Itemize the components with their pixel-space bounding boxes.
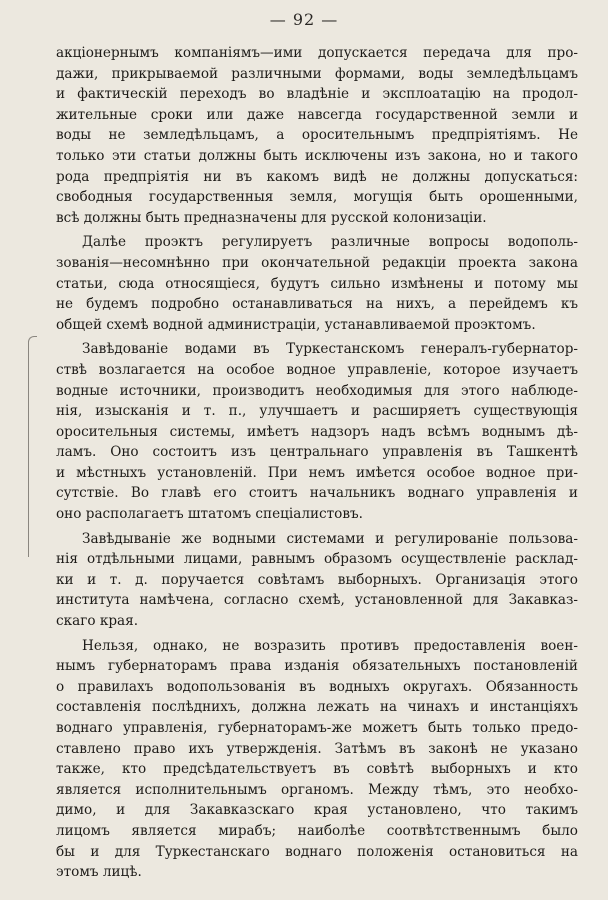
text-line: ламъ. Оно состоитъ изъ центральнаго управленія въ Ташкентѣ bbox=[56, 444, 578, 461]
text-line: водные источники, производитъ необходимыя для этого наблюде- bbox=[56, 382, 578, 399]
text-line: дажи, прикрываемой различными формами, воды земледѣльцамъ bbox=[56, 65, 578, 82]
paragraph bbox=[56, 43, 578, 228]
text-line: оно располагаетъ штатомъ спеціалистовъ. bbox=[56, 506, 363, 523]
text-line: о правилахъ водопользованія въ водныхъ округахъ. Обязанность bbox=[56, 678, 578, 695]
text-line: нія, изысканія и т. п., улучшаетъ и расширяетъ существующія bbox=[56, 403, 578, 420]
text-line: лицомъ является мирабъ; наиболѣе соотвѣтственнымъ было bbox=[56, 822, 578, 839]
text-line: Завѣдованіе водами въ Туркестанскомъ генералъ-губернатор- bbox=[82, 341, 578, 358]
paragraph bbox=[56, 339, 578, 524]
text-line: и фактическій переходъ во владѣніе и эксплоатацію на продол- bbox=[56, 86, 578, 103]
paragraph bbox=[56, 529, 578, 632]
margin-pencil-mark bbox=[28, 336, 37, 557]
text-line: ки и т. д. поручается совѣтамъ выборныхъ. Организація этого bbox=[56, 571, 578, 588]
text-line: воды не земледѣльцамъ, а оросительнымъ предпріятіямъ. Не bbox=[56, 127, 578, 144]
text-line: бы и для Туркестанскаго воднаго положенія остановиться на bbox=[56, 843, 578, 860]
text-line: института намѣчена, согласно схемѣ, установленной для Закавказ- bbox=[56, 592, 578, 609]
text-line: воднаго управленія, губернаторамъ-же можетъ быть только предо- bbox=[56, 720, 578, 736]
paragraph bbox=[56, 636, 578, 883]
text-line: зованія—несомнѣнно при окончательной редакціи проекта закона bbox=[56, 254, 578, 271]
text-line: скаго края. bbox=[56, 613, 139, 630]
body-text bbox=[56, 43, 578, 883]
text-line: нія отдѣльными лицами, равнымъ образомъ осуществленіе расклад- bbox=[56, 551, 578, 568]
text-line: Завѣдываніе же водными системами и регулированіе пользова- bbox=[82, 530, 578, 547]
text-line: этомъ лицѣ. bbox=[56, 864, 142, 881]
text-line: акціонернымъ компаніямъ—ими допускается передача для про- bbox=[56, 45, 578, 61]
page-number: — 92 — bbox=[269, 10, 339, 29]
text-line: Нельзя, однако, не возразить противъ предоставленія воен- bbox=[82, 637, 578, 654]
text-line: и мѣстныхъ установленій. При немъ имѣется особое водное при- bbox=[56, 464, 578, 481]
text-line: также, кто предсѣдательствуетъ въ совѣтѣ выборныхъ и кто bbox=[56, 761, 578, 778]
paragraph bbox=[56, 232, 578, 335]
text-line: всѣ должны быть предназначены для русской колонизаціи. bbox=[56, 209, 487, 226]
text-line: жительные сроки или даже навсегда государственной земли и bbox=[56, 106, 578, 123]
text-line: статьи, сюда относящіеся, будутъ сильно измѣнены и потому мы bbox=[56, 275, 578, 292]
text-line: сутствіе. Во главѣ его стоитъ начальникъ воднаго управленія и bbox=[56, 485, 578, 502]
text-line: димо, и для Закавказскаго края установлено, что такимъ bbox=[56, 802, 578, 819]
text-line: является исполнительнымъ органомъ. Между тѣмъ, это необхо- bbox=[56, 781, 578, 798]
text-line: не будемъ подробно останавливаться на нихъ, а перейдемъ къ bbox=[56, 296, 578, 313]
text-line: только эти статьи должны быть исключены изъ закона, но и такого bbox=[56, 147, 578, 164]
text-line: Далѣе проэктъ регулируетъ различные вопросы водополь- bbox=[82, 234, 578, 251]
text-line: ставлено право ихъ утвержденія. Затѣмъ въ законѣ не указано bbox=[56, 740, 578, 757]
text-line: нымъ губернаторамъ права изданія обязательныхъ постановленій bbox=[56, 658, 578, 675]
text-line: рода предпріятія ни въ какомъ видѣ не должны допускаться: bbox=[56, 168, 578, 185]
text-line: свободныя государственныя земля, могущія быть орошенными, bbox=[56, 189, 578, 206]
text-line: оросительныя системы, имѣетъ надзоръ надъ всѣмъ воднымъ дѣ- bbox=[56, 423, 578, 440]
text-line: общей схемѣ водной администраціи, устанавливаемой проэктомъ. bbox=[56, 316, 536, 333]
text-line: составленія послѣднихъ, должна лежать на чинахъ и инстанціяхъ bbox=[56, 699, 578, 716]
text-line: ствѣ возлагается на особое водное управленіе, которое изучаетъ bbox=[56, 361, 578, 378]
